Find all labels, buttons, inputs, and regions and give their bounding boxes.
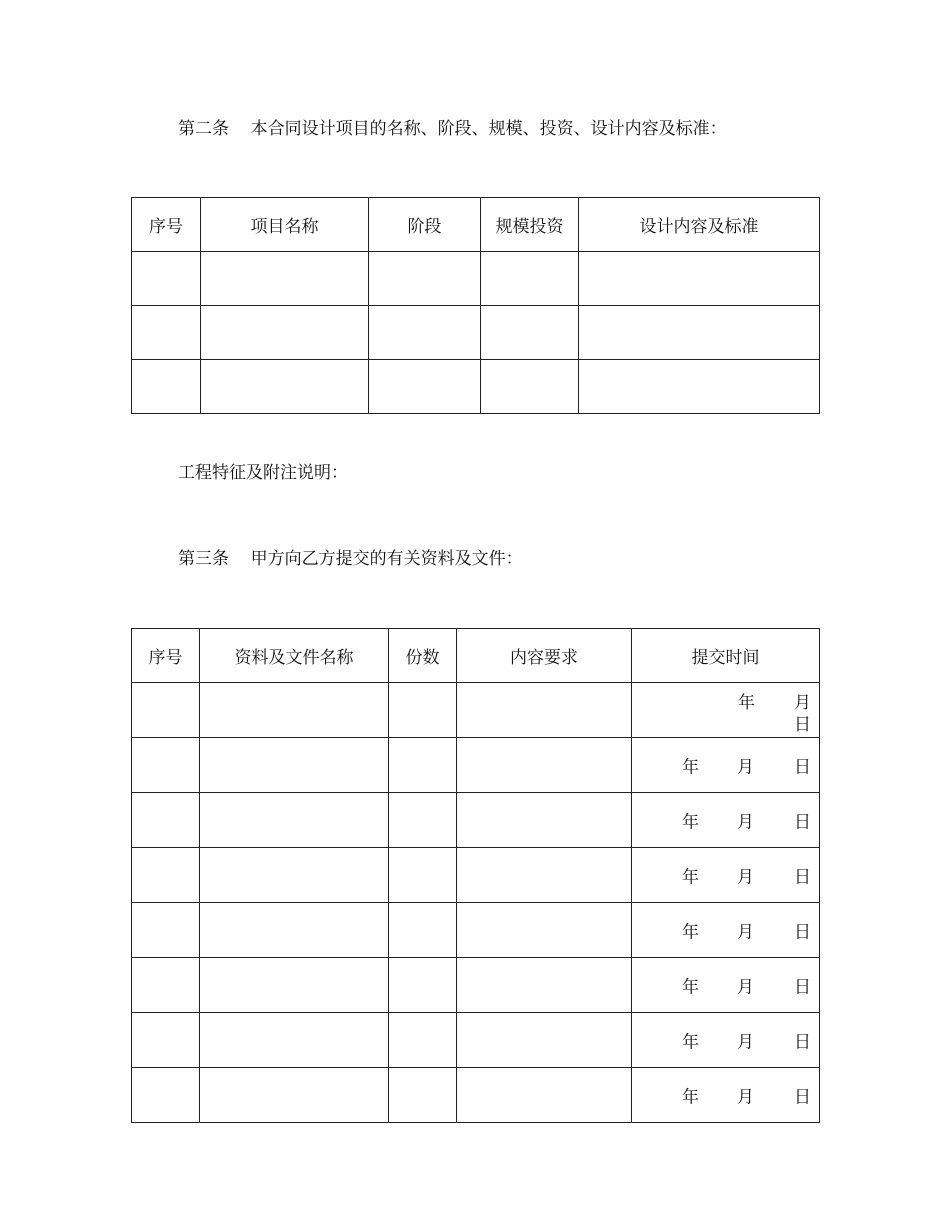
year-label: 年 xyxy=(682,812,699,833)
table-cell[interactable] xyxy=(201,252,369,306)
day-label: 日 xyxy=(794,812,811,833)
table-cell[interactable] xyxy=(579,252,820,306)
table-cell[interactable] xyxy=(457,738,632,793)
table-cell[interactable] xyxy=(200,1013,389,1068)
year-label: 年 xyxy=(682,867,699,888)
table-cell[interactable] xyxy=(369,252,481,306)
table-row xyxy=(132,958,820,1013)
project-notes-label: 工程特征及附注说明： xyxy=(178,463,348,483)
table-cell[interactable] xyxy=(132,360,201,414)
year-label: 年 xyxy=(682,977,699,998)
table-cell[interactable] xyxy=(389,793,457,848)
header-project-name: 项目名称 xyxy=(201,198,369,252)
submission-date-cell[interactable] xyxy=(632,1013,820,1068)
month-label: 月 xyxy=(737,922,754,943)
day-label: 日 xyxy=(794,867,811,888)
year-label: 年 xyxy=(682,757,699,778)
table-row xyxy=(132,683,820,738)
table-cell[interactable] xyxy=(481,306,579,360)
table-cell[interactable] xyxy=(201,306,369,360)
table-cell[interactable] xyxy=(200,793,389,848)
day-label: 日 xyxy=(794,922,811,943)
year-label: 年 xyxy=(682,922,699,943)
submission-date-cell[interactable] xyxy=(632,793,820,848)
table-cell[interactable] xyxy=(132,1068,200,1123)
table-cell[interactable] xyxy=(200,848,389,903)
table-cell[interactable] xyxy=(457,1068,632,1123)
table-cell[interactable] xyxy=(132,793,200,848)
table-row xyxy=(132,903,820,958)
month-label: 月 xyxy=(737,977,754,998)
table-cell[interactable] xyxy=(200,958,389,1013)
header-design-content: 设计内容及标准 xyxy=(579,198,820,252)
table-row xyxy=(132,1068,820,1123)
table-cell[interactable] xyxy=(132,903,200,958)
table-header-row xyxy=(132,629,820,683)
table-cell[interactable] xyxy=(200,683,389,738)
header-stage: 阶段 xyxy=(369,198,481,252)
month-label: 月 xyxy=(737,1032,754,1053)
year-label: 年 xyxy=(682,1032,699,1053)
table-row xyxy=(132,252,820,306)
table-row xyxy=(132,306,820,360)
clause-3-heading xyxy=(178,544,523,569)
table-cell[interactable] xyxy=(200,903,389,958)
header-serial-no: 序号 xyxy=(132,629,200,683)
month-label: 月 xyxy=(737,867,754,888)
table-cell[interactable] xyxy=(389,1013,457,1068)
table-cell[interactable] xyxy=(389,903,457,958)
table-row xyxy=(132,1013,820,1068)
table-row xyxy=(132,360,820,414)
table-cell[interactable] xyxy=(579,306,820,360)
day-label: 日 xyxy=(794,977,811,998)
table-cell[interactable] xyxy=(200,1068,389,1123)
table-cell[interactable] xyxy=(457,1013,632,1068)
table-cell[interactable] xyxy=(369,360,481,414)
submission-date-cell[interactable] xyxy=(632,848,820,903)
month-label: 月 xyxy=(737,757,754,778)
day-label: 日 xyxy=(794,715,811,735)
clause-3-label: 第三条 xyxy=(178,549,229,569)
year-label: 年 xyxy=(682,1087,699,1108)
table-cell[interactable] xyxy=(389,683,457,738)
clause-2-label: 第二条 xyxy=(178,119,229,139)
documents-table xyxy=(131,628,820,1123)
table-cell[interactable] xyxy=(579,360,820,414)
table-cell[interactable] xyxy=(132,738,200,793)
day-label: 日 xyxy=(794,1087,811,1108)
table-cell[interactable] xyxy=(457,958,632,1013)
table-cell[interactable] xyxy=(132,306,201,360)
table-cell[interactable] xyxy=(389,738,457,793)
table-cell[interactable] xyxy=(389,848,457,903)
header-document-name: 资料及文件名称 xyxy=(200,629,389,683)
submission-date-cell[interactable] xyxy=(632,903,820,958)
table-cell[interactable] xyxy=(132,252,201,306)
table-cell[interactable] xyxy=(389,958,457,1013)
table-cell[interactable] xyxy=(481,360,579,414)
project-table xyxy=(131,197,820,414)
header-submission-time: 提交时间 xyxy=(632,629,820,683)
header-copies: 份数 xyxy=(389,629,457,683)
header-content-requirements: 内容要求 xyxy=(457,629,632,683)
month-label: 月 xyxy=(737,1087,754,1108)
submission-date-cell[interactable] xyxy=(632,683,820,738)
table-cell[interactable] xyxy=(132,683,200,738)
clause-3-text: 甲方向乙方提交的有关资料及文件： xyxy=(250,549,523,569)
table-cell[interactable] xyxy=(457,793,632,848)
header-serial-no: 序号 xyxy=(132,198,201,252)
header-scale-investment: 规模投资 xyxy=(481,198,579,252)
table-cell[interactable] xyxy=(457,848,632,903)
submission-date-cell[interactable] xyxy=(632,1068,820,1123)
table-cell[interactable] xyxy=(389,1068,457,1123)
table-row xyxy=(132,793,820,848)
year-label: 年 xyxy=(738,693,755,713)
submission-date-cell[interactable] xyxy=(632,738,820,793)
table-cell[interactable] xyxy=(369,306,481,360)
submission-date-cell[interactable] xyxy=(632,958,820,1013)
table-cell[interactable] xyxy=(132,1013,200,1068)
table-header-row xyxy=(132,198,820,252)
table-cell[interactable] xyxy=(481,252,579,306)
table-cell[interactable] xyxy=(201,360,369,414)
table-cell[interactable] xyxy=(132,848,200,903)
table-cell[interactable] xyxy=(457,683,632,738)
table-cell[interactable] xyxy=(200,738,389,793)
table-row xyxy=(132,738,820,793)
clause-2-text: 本合同设计项目的名称、阶段、规模、投资、设计内容及标准： xyxy=(250,119,727,139)
table-row xyxy=(132,848,820,903)
month-label: 月 xyxy=(794,693,811,713)
table-cell[interactable] xyxy=(457,903,632,958)
day-label: 日 xyxy=(794,1032,811,1053)
clause-2-heading xyxy=(178,114,727,139)
day-label: 日 xyxy=(794,757,811,778)
table-cell[interactable] xyxy=(132,958,200,1013)
month-label: 月 xyxy=(737,812,754,833)
